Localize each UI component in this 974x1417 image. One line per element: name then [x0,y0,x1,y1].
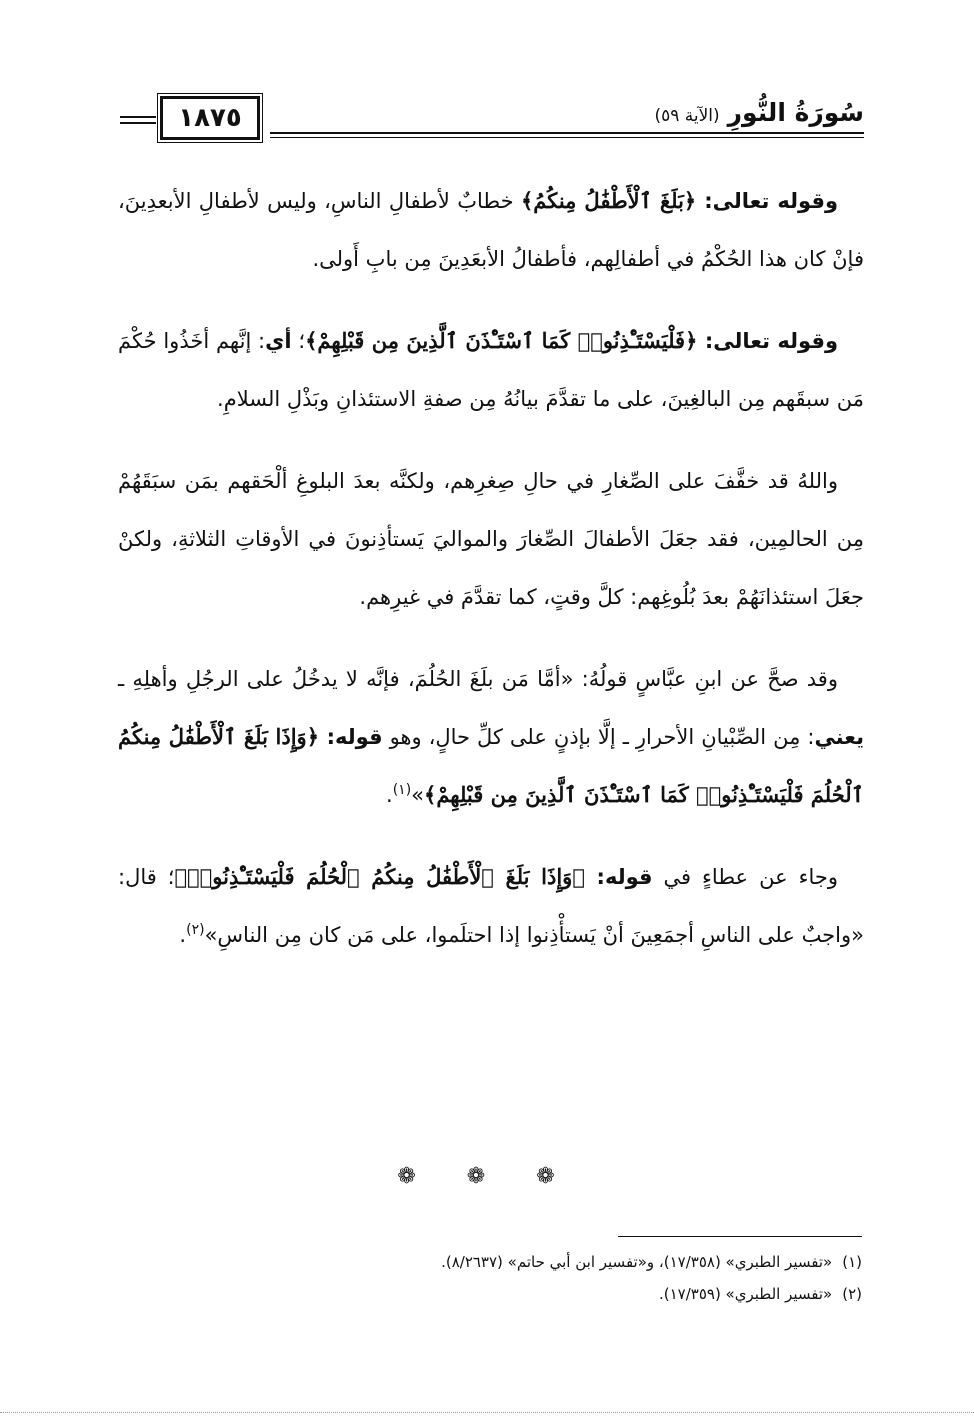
quran-quote: ﴿وَإِذَا بَلَغَ ٱلْأَطْفَٰلُ مِنكُمُ ٱلْحُلُمَ فَلْيَسْتَـْٔذِنُوا۟﴾ [174,864,585,889]
quran-quote: ﴿فَلْيَسْتَـْٔذِنُوا۟ كَمَا ٱسْتَـْٔذَنَ ٱلَّذِينَ مِن قَبْلِهِمْ﴾ [305,328,698,353]
text-run: ؛ [291,329,306,353]
text-run: وجاء عن عطاءٍ في [652,865,838,889]
footnote-ref: (٢) [186,922,205,938]
keyword: وقوله تعالى: [697,329,838,353]
keyword: وقوله تعالى: [696,189,838,213]
header-rule-left [120,116,156,118]
paragraph [118,172,864,288]
footnote-number: (٢) [842,1285,862,1303]
keyword: قوله: [584,865,653,889]
quran-quote: ﴿بَلَغَ ٱلْأَطْفَٰلُ مِنكُمُ﴾ [520,188,697,213]
header-rule [270,132,864,134]
header-rule-double [270,137,864,138]
footnote-ref: (١) [392,782,412,798]
text-run: » [411,783,425,807]
footnote-text: «تفسير الطبري» (١٧/٣٥٨)، و«تفسير ابن أبي حاتم» (٨/٢٦٣٧). [441,1253,833,1271]
text-run: واللهُ قد خفَّفَ على الصِّغارِ في حالِ صِغرِهم، ولكنَّه بعدَ البلوغِ ألْحَقهم بمَن سبَقَهُمْ مِن الحالمِين، فقد جعَلَ الأطفالَ الصِّغارَ والمواليَ يَستأذِنونَ في الأوقاتِ الثلاثةِ، ولكنْ جعَلَ استئذانَهُمْ بعدَ بُلُوغِهم: كلَّ وقتٍ، كما تقدَّمَ في غيرِهم. [118,469,864,609]
page-header [120,96,864,148]
keyword: يعني [814,725,864,749]
footnote [114,1246,862,1278]
body-text [118,172,864,988]
text-run: . [179,923,187,947]
paragraph [118,452,864,626]
text-run: خطابٌ لأطفالِ الناسِ، وليس لأطفالِ الأبعدِينَ، فإنْ كان هذا الحُكْمُ في أطفالِهم، فأطفالُ الأبعَدِينَ مِن بابِ أَولى. [118,189,864,271]
page-number: ١٨٧٥ [160,96,260,140]
keyword: قوله: [319,725,383,749]
paragraph [118,312,864,428]
text-run: : إنَّهم أخَذُوا حُكْمَ مَن سبقَهم مِن البالغِينَ، على ما تقدَّمَ بيانُهُ مِن صفةِ الاستئذانِ وبَذْلِ السلامِ. [118,329,864,411]
footnote-number: (١) [842,1253,862,1271]
text-run: . [386,783,393,807]
keyword: أي [265,329,292,353]
surah-title: سُورَةُ النُّورِ [727,98,864,127]
paragraph [118,650,864,824]
footnote-rule [618,1236,862,1237]
footnote-text: «تفسير الطبري» (١٧/٣٥٩). [658,1285,833,1303]
footnote [114,1278,862,1310]
header-rule-left-double [120,122,156,124]
paragraph [118,848,864,964]
text-run: : مِن الصِّبْيانِ الأحرارِ ـ إلَّا بإذنٍ على كلِّ حالٍ، وهو [382,725,815,749]
running-head [654,98,864,127]
text-run: ؛ قال: «واجبٌ على الناسِ أجمَعِينَ أنْ يَستأْذِنوا إذا احتلَموا، على مَن كان مِن الناسِ» [118,865,864,947]
section-separator: ❁ ❁ ❁ [397,1164,577,1189]
scan-edge [0,1412,974,1413]
text-run: وقد صحَّ عن ابنِ عبَّاسٍ قولُهُ: «أمَّا مَن بلَغَ الحُلُمَ، فإنَّه لا يدخُلُ على الرجُلِ وأهلِهِ ـ [118,667,838,691]
verse-reference: (الآية ٥٩) [654,106,720,126]
footnotes [114,1246,862,1310]
quran-quote: ﴿وَإِذَا بَلَغَ ٱلْأَطْفَٰلُ مِنكُمُ ٱلْحُلُمَ فَلْيَسْتَـْٔذِنُوا۟ كَمَا ٱسْتَـْٔذَنَ ٱلَّذِينَ مِن قَبْلِهِمْ﴾ [118,724,864,807]
